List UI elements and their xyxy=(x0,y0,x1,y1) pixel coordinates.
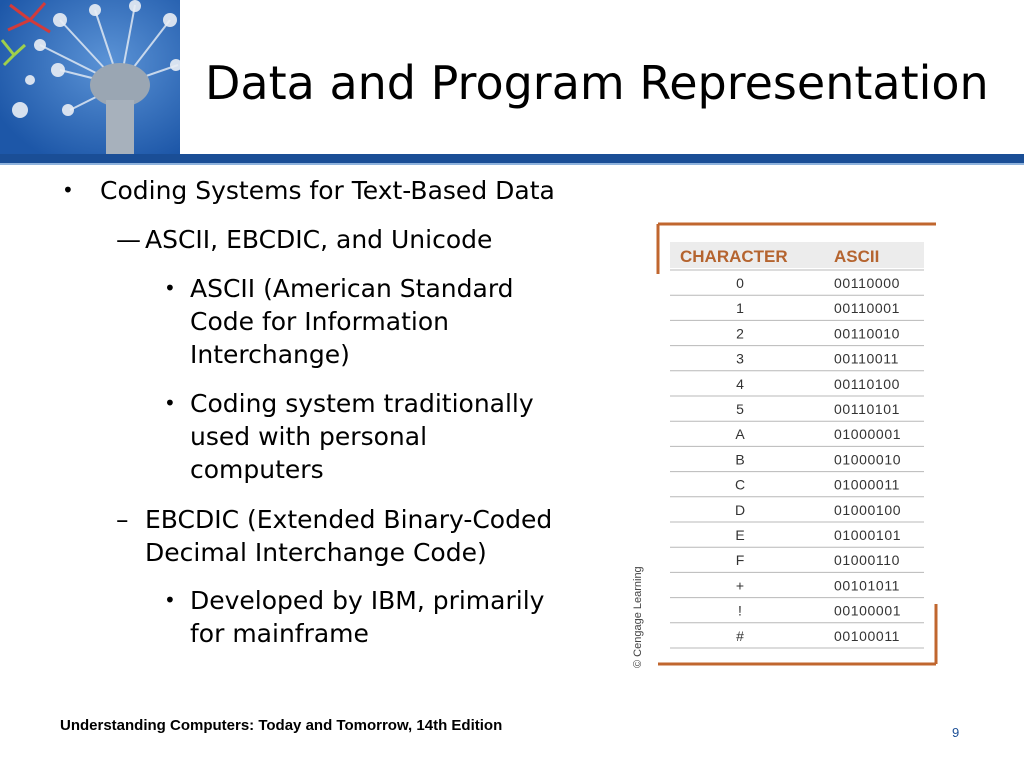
table-cell-character: D xyxy=(734,501,746,518)
bullet-text: ASCII (American Standard xyxy=(190,274,514,303)
bullet-text: ASCII, EBCDIC, and Unicode xyxy=(145,225,493,254)
table-cell-ascii: 00110011 xyxy=(834,350,900,367)
bullet-marker: — xyxy=(116,225,141,254)
table-cell-character: A xyxy=(735,426,745,443)
table-cell-ascii: 00100001 xyxy=(834,602,902,619)
bullet-text: for mainframe xyxy=(190,619,369,648)
table-cell-character: E xyxy=(735,527,745,543)
table-cell-ascii: 00101011 xyxy=(834,577,901,594)
table-cell-character: 0 xyxy=(736,275,744,291)
table-cell-ascii: 01000110 xyxy=(834,552,901,569)
table-cell-ascii: 00110100 xyxy=(834,375,901,392)
table-cell-character: C xyxy=(734,476,746,493)
ascii-table-graphic xyxy=(656,222,938,666)
title-divider xyxy=(0,154,1024,163)
table-cell-character: # xyxy=(736,627,744,644)
bullet-text: Coding system traditionally xyxy=(190,389,534,418)
table-cell-character: ! xyxy=(738,602,742,619)
table-cell-ascii: 00110001 xyxy=(834,300,901,317)
table-cell-ascii: 01000011 xyxy=(834,476,901,493)
bullet-text: Developed by IBM, primarily xyxy=(190,586,545,615)
table-cell-ascii: 00100011 xyxy=(834,627,901,644)
bullet-marker: • xyxy=(62,178,74,202)
table-cell-character: + xyxy=(735,577,745,594)
table-rows xyxy=(670,270,924,648)
title-divider-light xyxy=(0,163,1024,165)
table-cell-character: 3 xyxy=(736,350,744,367)
bullet-text: EBCDIC (Extended Binary-Coded xyxy=(145,505,553,534)
table-cell-ascii: 00110000 xyxy=(834,275,901,291)
bullet-text: computers xyxy=(190,455,324,484)
table-cell-ascii: 00110010 xyxy=(834,325,901,342)
image-credit: © Cengage Learning xyxy=(632,566,644,668)
dandelion-icon xyxy=(0,0,180,155)
table-cell-ascii: 01000001 xyxy=(834,426,902,443)
table-cell-character: 5 xyxy=(736,401,744,417)
bullet-marker: – xyxy=(116,505,129,534)
bullet-text: used with personal xyxy=(190,422,428,451)
header-character: CHARACTER xyxy=(680,247,788,266)
ascii-table xyxy=(656,222,938,666)
slide-title: Data and Program Representation xyxy=(205,56,989,110)
bullet-marker: • xyxy=(164,588,176,612)
table-cell-character: B xyxy=(735,451,745,468)
table-cell-character: 2 xyxy=(736,325,744,342)
table-cell-ascii: 00110101 xyxy=(834,401,901,417)
table-cell-character: F xyxy=(735,552,745,569)
bullet-marker: • xyxy=(164,391,176,415)
table-cell-character: 4 xyxy=(736,375,744,392)
table-cell-character: 1 xyxy=(736,300,744,317)
bullet-text: Decimal Interchange Code) xyxy=(145,538,487,567)
page-number: 9 xyxy=(952,725,960,740)
table-cell-ascii: 01000010 xyxy=(834,451,902,468)
footer-text: Understanding Computers: Today and Tomorrow, 14th Edition xyxy=(60,717,503,734)
bullet-text: Code for Information xyxy=(190,307,449,336)
header-ascii: ASCII xyxy=(834,247,880,266)
dandelion-logo xyxy=(0,0,180,155)
bullet-text: Interchange) xyxy=(190,340,350,369)
table-cell-ascii: 01000101 xyxy=(834,527,902,543)
table-cell-ascii: 01000100 xyxy=(834,501,902,518)
bullet-marker: • xyxy=(164,276,176,300)
bullet-text: Coding Systems for Text-Based Data xyxy=(100,176,555,205)
